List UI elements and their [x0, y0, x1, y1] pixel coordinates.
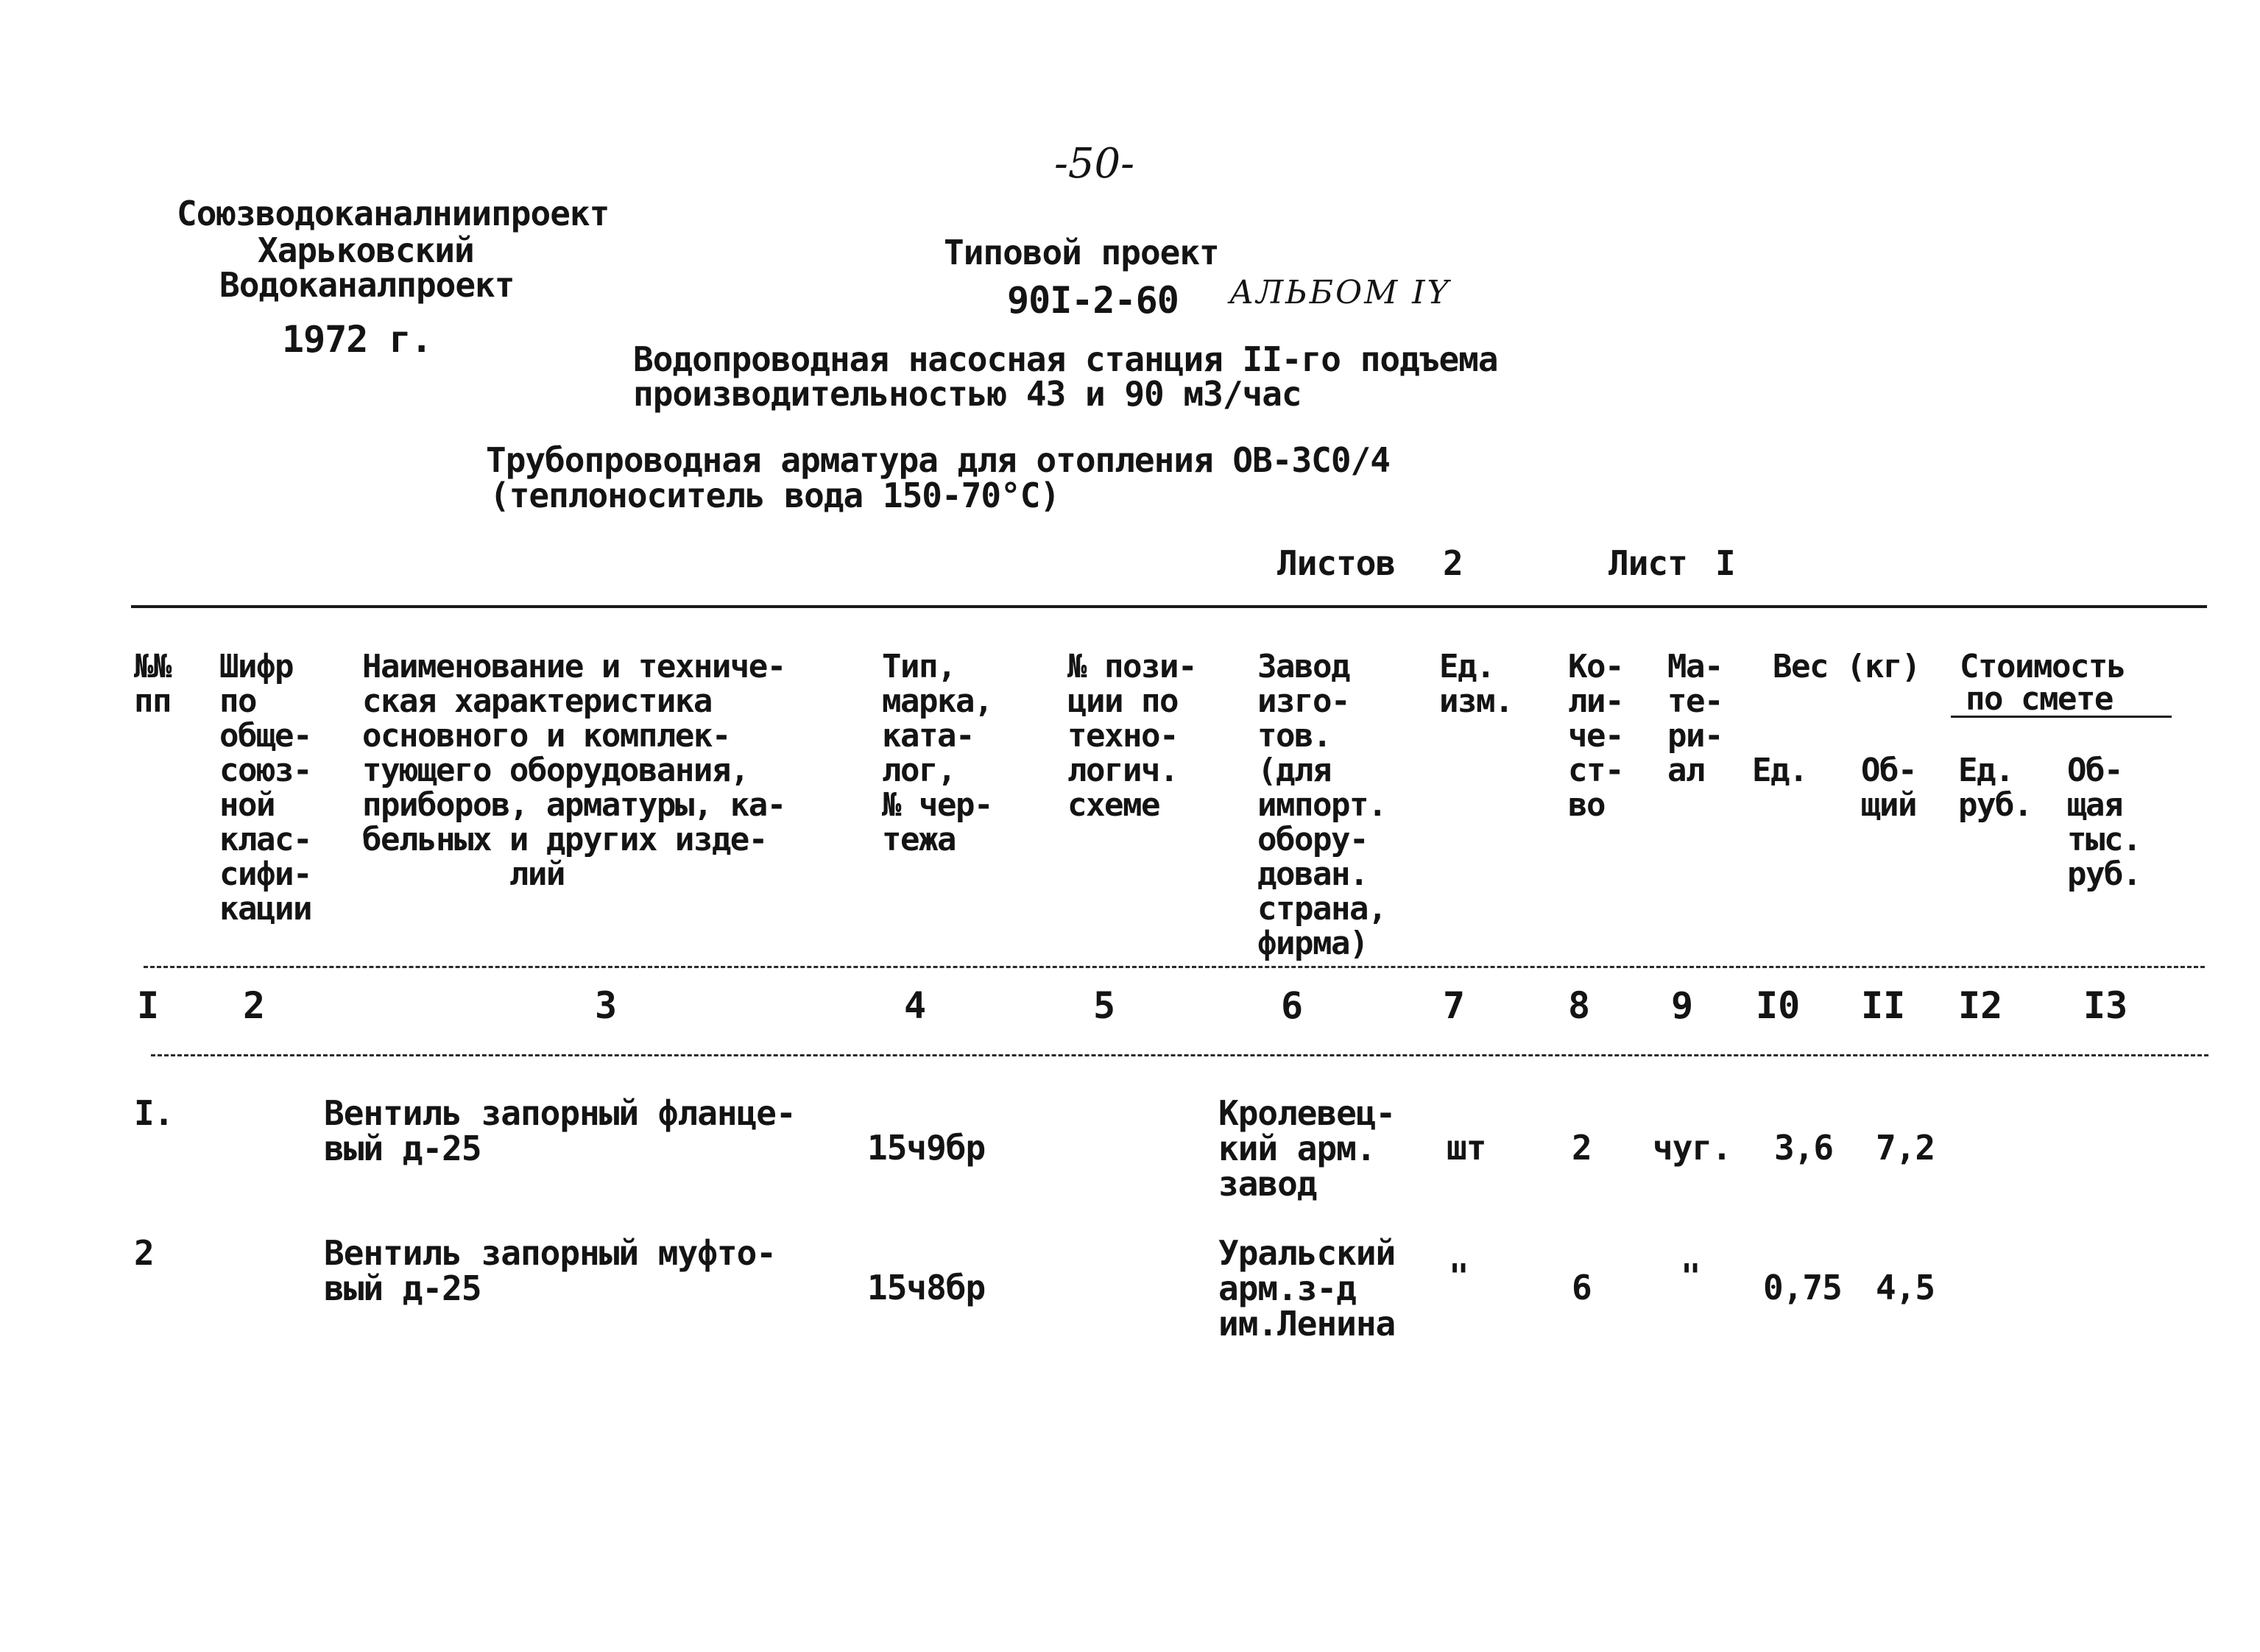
column-number: 3 — [595, 984, 618, 1027]
header-position-number: № пози- ции по техно- логич. схеме — [1067, 648, 1196, 824]
header-cost-group-line2: по смете — [1966, 680, 2113, 718]
column-number: 6 — [1281, 984, 1304, 1027]
project-code: 90I-2-60 — [1007, 279, 1179, 322]
column-number: 4 — [904, 984, 927, 1027]
header-type-mark: Тип, марка, ката- лог, № чер- тежа — [882, 648, 992, 858]
column-number: 8 — [1568, 984, 1591, 1027]
header-weight-total: Об- щий — [1861, 752, 1916, 824]
sheets-total-value: 2 — [1443, 543, 1463, 583]
table-top-rule — [131, 605, 2207, 608]
item-weight-total: 7,2 — [1876, 1128, 1935, 1168]
item-manufacturer: Кролевец- кий арм. завод — [1218, 1093, 1396, 1204]
header-bottom-rule — [144, 966, 2205, 968]
item-type: 15ч8бр — [867, 1268, 986, 1307]
item-unit: " — [1449, 1257, 1469, 1296]
row-number: 2 — [134, 1233, 154, 1273]
column-number: 9 — [1671, 984, 1694, 1027]
column-number: I2 — [1958, 984, 2003, 1027]
header-weight-unit: Ед. — [1752, 752, 1807, 789]
project-title-line1: Водопроводная насосная станция II-го подъема — [633, 339, 1498, 379]
header-cost-group-line1: Стоимость — [1960, 648, 2125, 685]
item-material: " — [1681, 1257, 1701, 1296]
column-number: 5 — [1093, 984, 1116, 1027]
sheet-value: I — [1715, 543, 1735, 583]
section-title-line2: (теплоноситель вода 150-70°С) — [490, 476, 1060, 515]
header-quantity: Ко- ли- че- ст- во — [1568, 648, 1623, 824]
header-cost-unit: Ед. руб. — [1958, 752, 2032, 824]
column-number: I3 — [2083, 984, 2128, 1027]
column-number: I0 — [1756, 984, 1801, 1027]
column-number: 7 — [1443, 984, 1466, 1027]
item-weight-unit: 0,75 — [1763, 1268, 1842, 1307]
item-name: Вентиль запорный фланце- вый д-25 — [324, 1093, 796, 1168]
column-numbers-rule — [151, 1054, 2208, 1056]
header-row-number: №№ пп — [134, 648, 171, 720]
row-number: I. — [134, 1093, 174, 1133]
item-type: 15ч9бр — [867, 1128, 986, 1168]
column-number: II — [1861, 984, 1906, 1027]
item-weight-unit: 3,6 — [1774, 1128, 1834, 1168]
item-weight-total: 4,5 — [1876, 1268, 1935, 1307]
year: 1972 г. — [282, 318, 432, 361]
item-name: Вентиль запорный муфто- вый д-25 — [324, 1233, 776, 1308]
item-manufacturer: Уральский арм.з-д им.Ленина — [1218, 1233, 1396, 1344]
item-material: чуг. — [1653, 1128, 1731, 1168]
organization-institute: Водоканалпроект — [219, 265, 515, 305]
header-cost-total: Об- щая тыс. руб. — [2067, 752, 2141, 893]
header-material: Ма- те- ри- ал — [1667, 648, 1723, 789]
sheet-label: Лист — [1609, 543, 1687, 583]
sheets-total-label: Листов — [1277, 543, 1396, 583]
project-title-line2: производительностью 43 и 90 м3/час — [633, 374, 1302, 414]
column-number: I — [137, 984, 160, 1027]
page-number: -50- — [1054, 140, 1135, 188]
header-classification-code: Шифр по обще- союз- ной клас- сифи- кации — [219, 648, 311, 928]
header-manufacturer: Завод изго- тов. (для импорт. обору- дован. страна, фирма) — [1257, 648, 1386, 962]
item-unit: шт — [1447, 1128, 1486, 1168]
header-weight-group: Вес (кг) — [1773, 648, 1920, 685]
section-title-line1: Трубопроводная арматура для отопления ОВ-3С0/4 — [486, 440, 1390, 480]
header-name-description: Наименование и техниче- ская характеристика основного и комплек- тующего оборудования, приборов, арматуры, ка- бельных и других изде- лий — [362, 648, 785, 893]
organization-name: Союзводоканалниипроект — [177, 194, 610, 233]
item-quantity: 6 — [1572, 1268, 1592, 1307]
organization-city: Харьковский — [258, 230, 474, 270]
header-unit: Ед. изм. — [1439, 648, 1513, 720]
album-note: АЛЬБОМ IY — [1229, 274, 1451, 311]
column-number: 2 — [243, 984, 266, 1027]
project-label: Типовой проект — [944, 233, 1219, 272]
item-quantity: 2 — [1572, 1128, 1592, 1168]
